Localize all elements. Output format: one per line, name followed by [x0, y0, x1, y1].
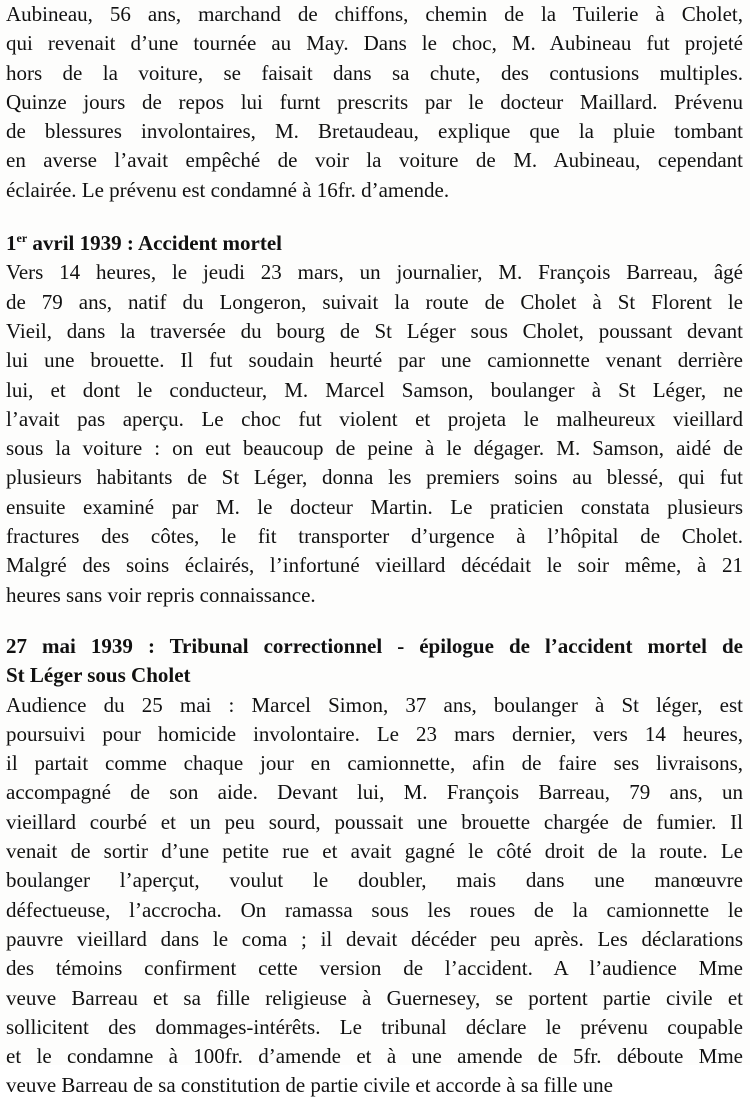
heading-line: 27 mai 1939 : Tribunal correctionnel - épilogue de l’accident mortel de: [6, 633, 743, 658]
text-line: poursuivi pour homicide involontaire. Le 23 mars dernier, vers 14 heures,: [6, 721, 743, 746]
text-line: qui revenait d’une tournée au May. Dans le choc, M. Aubineau fut projeté: [6, 31, 743, 56]
text-line: Audience du 25 mai : Marcel Simon, 37 ans, boulanger à St léger, est: [6, 692, 743, 717]
text-line: hors de la voiture, se faisait dans sa chute, des contusions multiples.: [6, 60, 743, 85]
section-spacer: [6, 205, 743, 229]
text-line: il partait comme chaque jour en camionnette, afin de faire ses livraisons,: [6, 751, 743, 776]
text-line: de blessures involontaires, M. Bretaudeau, explique que la pluie tombant: [6, 119, 743, 144]
text-line: vieillard courbé et un peu sourd, poussait une brouette chargée de fumier. Il: [6, 809, 743, 834]
document-page: [6, 0, 743, 1101]
text-line: des témoins confirment cette version de l’accident. A l’audience Mme: [6, 956, 743, 981]
text-line: veuve Barreau de sa constitution de partie civile et accorde à sa fille une: [6, 1073, 613, 1098]
text-line: pauvre vieillard dans le coma ; il devait décéder peu après. Les déclarations: [6, 926, 743, 951]
text-line: Aubineau, 56 ans, marchand de chiffons, chemin de la Tuilerie à Cholet,: [6, 2, 743, 26]
text-line: éclairée. Le prévenu est condamné à 16fr. d’amende.: [6, 177, 450, 202]
text-line: et le condamne à 100fr. d’amende et à une amende de 5fr. déboute Mme: [6, 1044, 743, 1069]
text-line: défectueuse, l’accrocha. On ramassa sous les roues de la camionnette le: [6, 897, 743, 922]
text-line: Quinze jours de repos lui furnt prescrits par le docteur Maillard. Prévenu: [6, 89, 743, 114]
text-line: sollicitent des dommages-intérêts. Le tribunal déclare le prévenu coupable: [6, 1014, 743, 1039]
section-heading-tribunal: [6, 632, 743, 691]
text-line: en averse l’avait empêché de voir la voiture de M. Aubineau, cependant: [6, 148, 743, 173]
section-spacer: [6, 610, 743, 632]
intro-paragraph: [6, 0, 743, 205]
text-line: lui, et dont le conducteur, M. Marcel Samson, boulanger à St Léger, ne: [6, 377, 743, 402]
heading-day: 1: [6, 231, 17, 256]
text-line: lui une brouette. Il fut soudain heurté par une camionnette venant derrière: [6, 348, 743, 373]
text-line: Vieil, dans la traversée du bourg de St Léger sous Cholet, poussant devant: [6, 318, 743, 343]
text-line: boulanger l’aperçut, voulut le doubler, mais dans une manœuvre: [6, 868, 743, 893]
section1-paragraph: [6, 258, 743, 610]
section-heading-accident-mortel: [6, 229, 743, 258]
heading-title: avril 1939 : Accident mortel: [27, 231, 283, 256]
text-line: plusieurs habitants de St Léger, donna les premiers soins au blessé, qui fut: [6, 465, 743, 490]
text-line: de 79 ans, natif du Longeron, suivait la route de Cholet à St Florent le: [6, 289, 743, 314]
text-line: fractures des côtes, le fit transporter d’urgence à l’hôpital de Cholet.: [6, 524, 743, 549]
text-line: ensuite examiné par M. le docteur Martin. Le praticien constata plusieurs: [6, 494, 743, 519]
section2-paragraph: [6, 691, 743, 1101]
text-line: Vers 14 heures, le jeudi 23 mars, un journalier, M. François Barreau, âgé: [6, 260, 743, 285]
heading-line: St Léger sous Cholet: [6, 663, 191, 688]
text-line: l’avait pas aperçu. Le choc fut violent et projeta le malheureux vieillard: [6, 406, 743, 431]
text-line: venait de sortir d’une petite rue et avait gagné le côté droit de la route. Le: [6, 839, 743, 864]
text-line: sous la voiture : on eut beaucoup de peine à le dégager. M. Samson, aidé de: [6, 436, 743, 461]
text-line: heures sans voir repris connaissance.: [6, 582, 316, 607]
text-line: veuve Barreau et sa fille religieuse à Guernesey, se portent partie civile et: [6, 985, 743, 1010]
text-line: Malgré des soins éclairés, l’infortuné vieillard décédait le soir même, à 21: [6, 553, 743, 578]
text-line: accompagné de son aide. Devant lui, M. François Barreau, 79 ans, un: [6, 780, 743, 805]
heading-ordinal-suffix: er: [16, 231, 28, 246]
